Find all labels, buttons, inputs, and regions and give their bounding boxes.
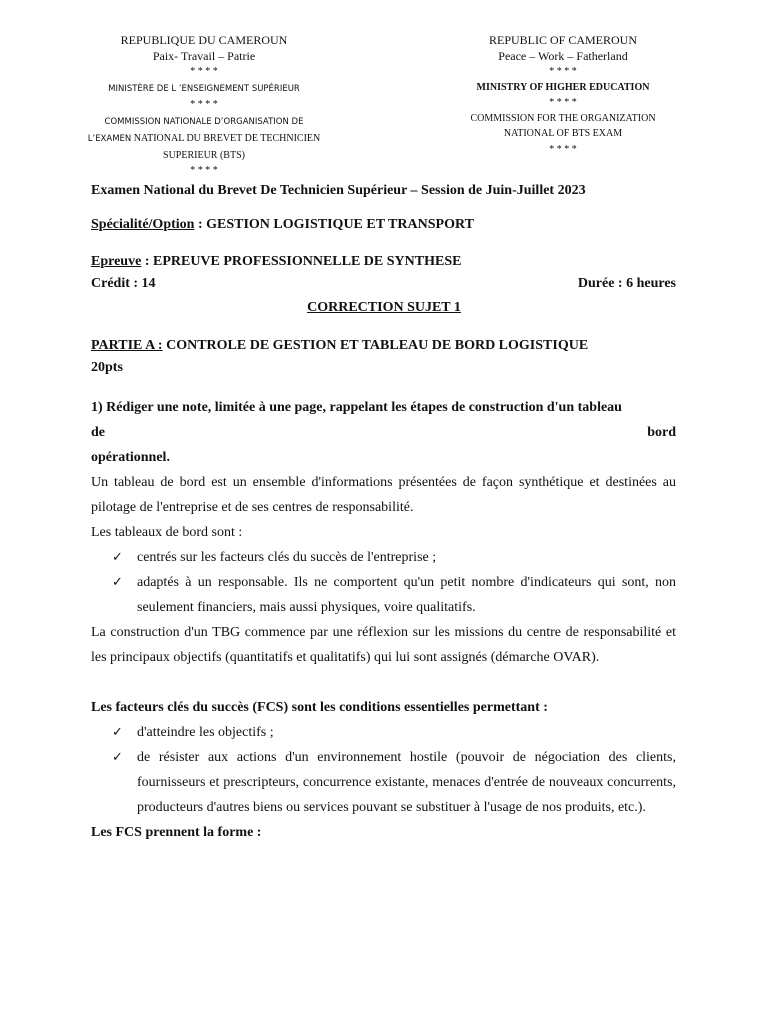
question1-bord: bord bbox=[647, 425, 676, 440]
checklist-fcs bbox=[91, 720, 676, 820]
question1-line3: opérationnel. bbox=[91, 450, 170, 465]
commission-en-line2: NATIONAL OF BTS EXAM bbox=[503, 128, 623, 139]
question1-line2 bbox=[91, 425, 676, 441]
header-english bbox=[423, 33, 703, 157]
commission-fr-line2: L’EXAMEN NATIONAL DU BREVET DE TECHNICIEN bbox=[87, 133, 321, 144]
check-mark-icon: ✓ bbox=[112, 575, 123, 590]
commission-fr-line3: SUPERIEUR (BTS) bbox=[163, 149, 245, 161]
question1-de: de bbox=[91, 425, 105, 440]
commission-fr-line1: COMMISSION NATIONALE D’ORGANISATION DE bbox=[104, 116, 304, 127]
stars-separator: * * * * bbox=[190, 99, 218, 110]
paragraph-definition: Un tableau de bord est un ensemble d'informations présentées de façon synthétique et destinées au pilotage de l'entreprise et de ses centres de responsabilité. bbox=[91, 475, 676, 515]
stars-separator: * * * * bbox=[190, 165, 218, 176]
credit: Crédit : 14 bbox=[91, 276, 156, 291]
stars-separator: * * * * bbox=[190, 66, 218, 77]
stars-separator: * * * * bbox=[549, 97, 577, 108]
partie-a-label: PARTIE A : bbox=[91, 338, 163, 353]
answer-body bbox=[91, 470, 676, 845]
list-item: ✓ de résister aux actions d'un environnement hostile (pouvoir de négociation des clients, fournisseurs et prescripteurs, concurrence existante, menaces d'entrée de nouveaux concurrents, producteurs d'autres biens ou services pouvant se substituer à l'usage de nos produits, etc.). bbox=[91, 745, 676, 820]
duree: Durée : 6 heures bbox=[577, 276, 676, 291]
correction-title: CORRECTION SUJET 1 bbox=[307, 300, 461, 315]
epreuve-line bbox=[91, 254, 676, 270]
republic-name-en: REPUBLIC OF CAMEROUN bbox=[488, 33, 638, 47]
paragraph-construction: La construction d'un TBG commence par une réflexion sur les missions du centre de responsabilité et les principaux objectifs (quantitatifs et qualitatifs) qui lui sont assignés (démarche OVAR). bbox=[91, 625, 676, 665]
ministry-en: MINISTRY OF HIGHER EDUCATION bbox=[476, 81, 650, 93]
stars-separator: * * * * bbox=[549, 143, 577, 155]
check-mark-icon: ✓ bbox=[112, 750, 123, 765]
check-mark-icon: ✓ bbox=[112, 725, 123, 740]
partie-a-heading bbox=[91, 338, 676, 354]
stars-separator: * * * * bbox=[549, 66, 577, 77]
header-french bbox=[64, 33, 344, 179]
motto-fr: Paix- Travail – Patrie bbox=[152, 48, 256, 63]
check-mark-icon: ✓ bbox=[112, 550, 123, 565]
specialite-line bbox=[91, 217, 676, 233]
partie-a-title: CONTROLE DE GESTION ET TABLEAU DE BORD LOGISTIQUE bbox=[162, 338, 589, 353]
epreuve-label: Epreuve bbox=[91, 254, 142, 269]
specialite-value: : GESTION LOGISTIQUE ET TRANSPORT bbox=[194, 217, 474, 232]
list-item: ✓ adaptés à un responsable. Ils ne comportent qu'un petit nombre d'indicateurs qui sont, non seulement financiers, mais aussi physiques, voire qualitatifs. bbox=[91, 570, 676, 620]
motto-en: Peace – Work – Fatherland bbox=[498, 48, 628, 63]
partie-a-points: 20pts bbox=[91, 360, 123, 375]
list-item: ✓ centrés sur les facteurs clés du succès de l'entreprise ; bbox=[91, 545, 676, 570]
commission-en-line1: COMMISSION FOR THE ORGANIZATION bbox=[470, 112, 656, 124]
specialite-label: Spécialité/Option bbox=[91, 217, 195, 232]
fcs-forme-heading: Les FCS prennent la forme : bbox=[91, 825, 262, 840]
paragraph-tableaux-intro: Les tableaux de bord sont : bbox=[91, 525, 243, 540]
epreuve-value: : EPREUVE PROFESSIONNELLE DE SYNTHESE bbox=[141, 254, 462, 269]
checklist-tableaux bbox=[91, 545, 676, 620]
credit-duree-line bbox=[91, 276, 676, 292]
fcs-heading: Les facteurs clés du succès (FCS) sont les conditions essentielles permettant : bbox=[91, 700, 548, 715]
republic-name-fr: REPUBLIQUE DU CAMEROUN bbox=[120, 33, 288, 47]
exam-title: Examen National du Brevet De Technicien Supérieur – Session de Juin-Juillet 2023 bbox=[91, 183, 586, 198]
list-item: ✓ d'atteindre les objectifs ; bbox=[91, 720, 676, 745]
question1-line1: 1) Rédiger une note, limitée à une page, rappelant les étapes de construction d'un tableau bbox=[91, 400, 622, 415]
ministry-fr: MINISTÈRE DE L ’ENSEIGNEMENT SUPÉRIEUR bbox=[108, 83, 300, 94]
